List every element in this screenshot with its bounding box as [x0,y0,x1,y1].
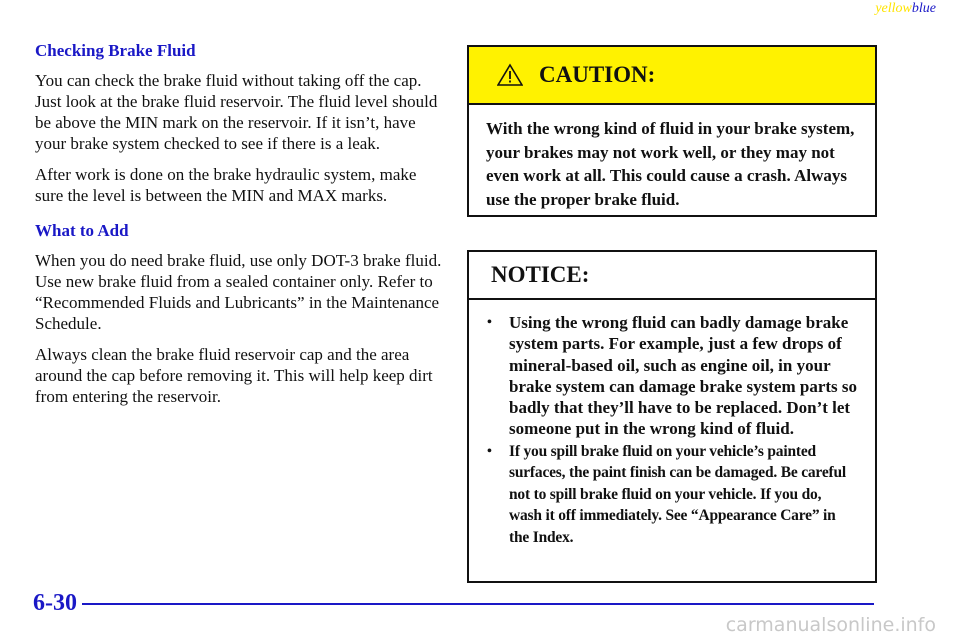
list-item [487,441,857,549]
page-number: 6-30 [33,590,77,616]
left-column [35,40,445,417]
warning-triangle-icon [497,63,523,87]
notice-box [467,250,877,583]
watermark: carmanualsonline.info [725,614,936,636]
paragraph-clean-cap: Always clean the brake fluid reservoir cap and the area around the cap before removing it. This will help keep dirt from entering the reservoir. [35,345,433,406]
paragraph-after-work: After work is done on the brake hydraulic system, make sure the level is between the MIN and MAX marks. [35,165,417,205]
heading-what-to-add: What to Add [35,221,129,240]
footer-rule [82,603,874,605]
notice-title: NOTICE: [491,262,590,287]
tag-blue: blue [911,1,936,16]
list-item [487,312,857,440]
notice-item-text: Using the wrong fluid can badly damage brake system parts. For example, just a few drops of mineral-based oil, such as engine oil, in your brake system can damage brake system parts so badly that they’ll have to be replaced. Don’t let someone put in the wrong kind of fluid. [509,313,858,439]
tag-yellow: yellow [875,1,912,16]
notice-header [469,252,875,300]
paragraph-dot3: When you do need brake fluid, use only DOT-3 brake fluid. Use new brake fluid from a sealed container only. Refer to “Recommended Fluids and Lubricants” in the Maintenance Schedule. [35,251,442,333]
notice-item-text: If you spill brake fluid on your vehicle’s painted surfaces, the paint finish can be damaged. Be careful not to spill brake fluid on your vehicle. If you do, wash it off immediately. See “Appearance Care” in the Index. [509,442,846,546]
heading-checking-brake-fluid: Checking Brake Fluid [35,41,196,60]
caution-title: CAUTION: [539,62,656,87]
caution-header [469,47,875,105]
bullet-icon: • [487,443,492,459]
caution-text: With the wrong kind of fluid in your brake system, your brakes may not work well, or they may not even work at all. This could cause a crash. Always use the proper brake fluid. [486,119,855,209]
notice-list [469,300,875,548]
paragraph-check-fluid: You can check the brake fluid without taking off the cap. Just look at the brake fluid reservoir. The fluid level should be above the MIN mark on the reservoir. If it isn’t, have your brake system checked to see if there is a leak. [35,71,438,153]
caution-box [467,45,877,217]
header-tag [875,1,936,17]
bullet-icon: • [487,315,492,330]
